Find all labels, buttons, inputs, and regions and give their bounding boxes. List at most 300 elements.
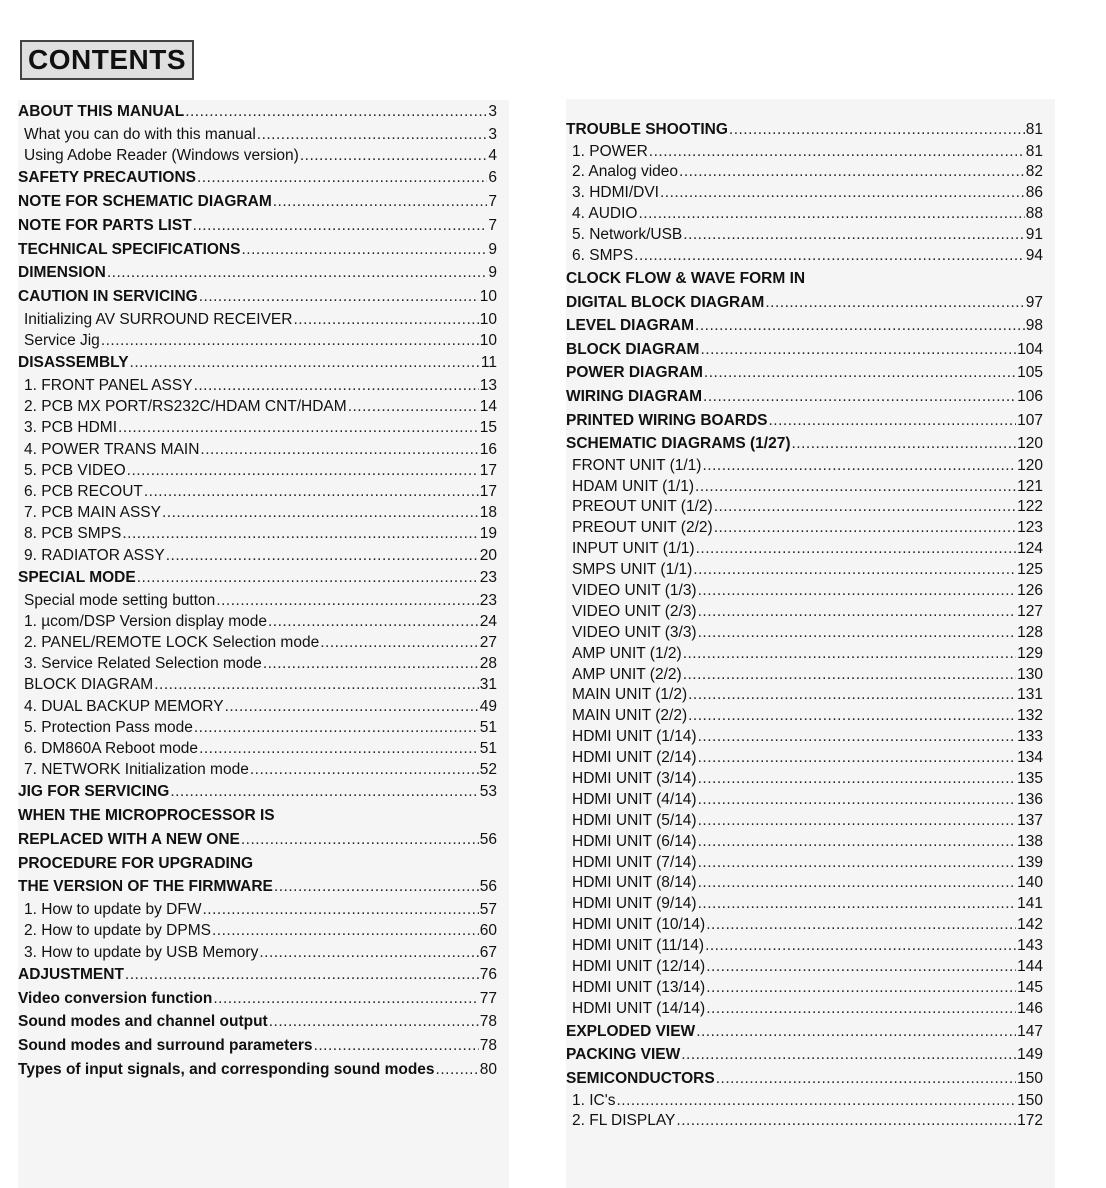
toc-entry-title: HDAM UNIT (1/1): [572, 477, 695, 495]
toc-entry-title: 4. AUDIO: [572, 205, 638, 223]
toc-leader-dots: [660, 183, 1025, 204]
toc-entry[interactable]: [18, 166, 497, 190]
toc-entry-title: HDMI UNIT (14/14): [572, 999, 706, 1017]
toc-page-number: 3: [488, 125, 497, 143]
toc-entry[interactable]: [18, 100, 497, 124]
toc-entry[interactable]: [566, 748, 1043, 769]
toc-leader-dots: [293, 309, 478, 330]
toc-entry[interactable]: [566, 874, 1043, 895]
toc-entry-title: Video conversion function: [18, 989, 213, 1007]
toc-leader-dots: [197, 166, 487, 190]
toc-page-number: 147: [1017, 1022, 1043, 1040]
toc-page-number: 20: [479, 546, 497, 564]
toc-leader-dots: [348, 396, 479, 417]
toc-page-number: 144: [1017, 958, 1043, 976]
toc-leader-dots: [199, 285, 479, 309]
toc-page-number: 97: [1025, 293, 1043, 311]
toc-entry-title: HDMI UNIT (10/14): [572, 916, 706, 934]
toc-entry-title: PRINTED WIRING BOARDS: [566, 411, 768, 429]
toc-page-number: 107: [1017, 411, 1043, 429]
toc-leader-dots: [698, 727, 1017, 748]
toc-page-number: 124: [1017, 540, 1043, 558]
toc-entry[interactable]: [18, 987, 497, 1011]
toc-entry-title: SMPS UNIT (1/1): [572, 561, 693, 579]
toc-leader-dots: [703, 385, 1016, 409]
toc-entry-title: WIRING DIAGRAM: [566, 387, 703, 405]
toc-entry-title: MAIN UNIT (2/2): [572, 707, 688, 725]
toc-entry-title: ADJUSTMENT: [18, 965, 124, 983]
toc-entry[interactable]: [18, 653, 497, 674]
toc-entry[interactable]: [18, 375, 497, 396]
toc-entry-title: JIG FOR SERVICING: [18, 783, 170, 801]
toc-entry[interactable]: [566, 246, 1043, 267]
toc-page-number: 10: [479, 310, 497, 328]
toc-leader-dots: [683, 665, 1016, 686]
toc-entry-title: NOTE FOR PARTS LIST: [18, 216, 192, 234]
toc-page-number: 77: [479, 989, 497, 1007]
toc-page-number: 53: [479, 783, 497, 801]
toc-page-number: 56: [479, 878, 497, 896]
toc-entry[interactable]: [18, 351, 497, 375]
toc-page-number: 9: [488, 240, 497, 258]
toc-leader-dots: [241, 238, 487, 262]
toc-page-number: 17: [479, 483, 497, 501]
toc-entry[interactable]: [18, 780, 497, 804]
toc-leader-dots: [679, 162, 1025, 183]
toc-page-number: 51: [479, 739, 497, 757]
toc-entry-title: Types of input signals, and corresponding sound modes: [18, 1061, 435, 1079]
toc-leader-dots: [698, 853, 1017, 874]
toc-page-number: 133: [1017, 728, 1043, 746]
toc-entry[interactable]: [18, 696, 497, 717]
toc-leader-dots: [688, 685, 1016, 706]
toc-entry-title: HDMI UNIT (13/14): [572, 978, 706, 996]
toc-entry-title: BLOCK DIAGRAM: [566, 340, 700, 358]
toc-page-number: 17: [479, 461, 497, 479]
toc-entry[interactable]: [18, 942, 497, 963]
toc-page-number: 78: [479, 1013, 497, 1031]
toc-entry-title: 3. PCB HDMI: [24, 419, 118, 437]
toc-page-number: 82: [1025, 163, 1043, 181]
toc-entry[interactable]: [566, 267, 1043, 291]
toc-entry-title: 4. DUAL BACKUP MEMORY: [24, 697, 224, 715]
toc-leader-dots: [213, 987, 478, 1011]
toc-entry[interactable]: [18, 963, 497, 987]
toc-entry[interactable]: [18, 285, 497, 309]
toc-entry-title: 9. RADIATOR ASSY: [24, 546, 165, 564]
toc-entry-title: VIDEO UNIT (3/3): [572, 623, 697, 641]
toc-page-number: 127: [1017, 602, 1043, 620]
toc-entry-title: DIMENSION: [18, 264, 106, 282]
toc-page-number: 27: [479, 633, 497, 651]
toc-entry[interactable]: [566, 539, 1043, 560]
toc-entry[interactable]: [18, 852, 497, 876]
toc-entry[interactable]: [18, 920, 497, 941]
toc-entry[interactable]: [566, 1020, 1043, 1044]
toc-entry-title: HDMI UNIT (7/14): [572, 853, 697, 871]
toc-leader-dots: [695, 314, 1025, 338]
toc-entry[interactable]: [566, 915, 1043, 936]
toc-leader-dots: [127, 460, 479, 481]
toc-entry-title: REPLACED WITH A NEW ONE: [18, 830, 240, 848]
toc-leader-dots: [696, 1020, 1016, 1044]
toc-entry[interactable]: [18, 261, 497, 285]
toc-page-number: 150: [1017, 1069, 1043, 1087]
toc-entry-title: DISASSEMBLY: [18, 354, 129, 372]
toc-leader-dots: [698, 811, 1017, 832]
toc-page-number: 139: [1017, 853, 1043, 871]
toc-leader-dots: [274, 875, 479, 899]
toc-entry[interactable]: [566, 314, 1043, 338]
toc-leader-dots: [716, 1067, 1016, 1091]
toc-leader-dots: [273, 190, 488, 214]
toc-page-number: 146: [1017, 999, 1043, 1017]
toc-entry[interactable]: [18, 460, 497, 481]
toc-entry[interactable]: [566, 999, 1043, 1020]
toc-leader-dots: [705, 936, 1016, 957]
toc-entry[interactable]: [18, 674, 497, 695]
toc-entry-title: Service Jig: [24, 332, 100, 350]
toc-entry[interactable]: [18, 439, 497, 460]
toc-leader-dots: [698, 769, 1017, 790]
toc-entry-title: PACKING VIEW: [566, 1046, 681, 1064]
toc-leader-dots: [693, 560, 1016, 581]
toc-entry-title: TECHNICAL SPECIFICATIONS: [18, 240, 241, 258]
toc-entry[interactable]: [18, 238, 497, 262]
toc-page-number: 123: [1017, 519, 1043, 537]
toc-leader-dots: [300, 145, 488, 166]
toc-entry-title: HDMI UNIT (6/14): [572, 832, 697, 850]
toc-leader-dots: [202, 899, 478, 920]
toc-page-number: 56: [479, 830, 497, 848]
toc-page-number: 126: [1017, 582, 1043, 600]
toc-leader-dots: [765, 291, 1024, 315]
toc-entry[interactable]: [566, 665, 1043, 686]
toc-entry-title: 3. Service Related Selection mode: [24, 655, 262, 673]
toc-page-number: 10: [479, 332, 497, 350]
toc-page-number: 125: [1017, 561, 1043, 579]
toc-entry[interactable]: [18, 875, 497, 899]
toc-page-number: 67: [479, 943, 497, 961]
toc-page-number: 28: [479, 655, 497, 673]
toc-entry-title: 2. Analog video: [572, 163, 679, 181]
toc-entry-title: HDMI UNIT (5/14): [572, 811, 697, 829]
toc-page-number: 172: [1017, 1112, 1043, 1130]
toc-leader-dots: [101, 330, 479, 351]
toc-leader-dots: [199, 738, 479, 759]
toc-leader-dots: [122, 523, 478, 544]
toc-leader-dots: [269, 1010, 479, 1034]
toc-leader-dots: [649, 142, 1025, 163]
toc-entry[interactable]: [18, 1058, 497, 1082]
toc-page-number: 15: [479, 419, 497, 437]
page-title: CONTENTS: [20, 40, 194, 80]
toc-page-number: 91: [1025, 226, 1043, 244]
toc-entry[interactable]: [566, 361, 1043, 385]
toc-entry[interactable]: [566, 456, 1043, 477]
toc-entry-title: Sound modes and surround parameters: [18, 1037, 313, 1055]
toc-entry[interactable]: [18, 738, 497, 759]
toc-entry[interactable]: [566, 894, 1043, 915]
toc-entry[interactable]: [566, 978, 1043, 999]
toc-page-number: 10: [479, 288, 497, 306]
toc-entry[interactable]: [566, 291, 1043, 315]
toc-entry-title: HDMI UNIT (2/14): [572, 749, 697, 767]
toc-page-number: 131: [1017, 686, 1043, 704]
toc-entry[interactable]: [566, 581, 1043, 602]
toc-page-number: 134: [1017, 749, 1043, 767]
toc-page-number: 7: [488, 192, 497, 210]
toc-entry[interactable]: [18, 190, 497, 214]
toc-entry[interactable]: [566, 1091, 1043, 1112]
toc-leader-dots: [154, 674, 479, 695]
toc-entry[interactable]: [18, 481, 497, 502]
toc-entry-title: SEMICONDUCTORS: [566, 1069, 715, 1087]
toc-leader-dots: [268, 611, 479, 632]
toc-leader-dots: [698, 832, 1017, 853]
toc-page-number: 105: [1017, 364, 1043, 382]
toc-entry-title: VIDEO UNIT (1/3): [572, 582, 697, 600]
toc-entry-title: 3. How to update by USB Memory: [24, 943, 259, 961]
toc-leader-dots: [314, 1034, 479, 1058]
toc-entry[interactable]: [566, 225, 1043, 246]
toc-leader-dots: [683, 225, 1024, 246]
toc-entry-title: 5. PCB VIDEO: [24, 461, 126, 479]
toc-entry-title: SPECIAL MODE: [18, 568, 136, 586]
toc-entry[interactable]: [566, 1067, 1043, 1091]
toc-entry-title: EXPLODED VIEW: [566, 1022, 696, 1040]
toc-leader-dots: [700, 338, 1016, 362]
toc-leader-dots: [698, 874, 1017, 895]
toc-entry-title: DIGITAL BLOCK DIAGRAM: [566, 293, 765, 311]
toc-entry[interactable]: [566, 432, 1043, 456]
toc-entry[interactable]: [18, 330, 497, 351]
toc-entry-title: 5. Protection Pass mode: [24, 718, 193, 736]
toc-page-number: 149: [1017, 1046, 1043, 1064]
toc-entry-title: HDMI UNIT (4/14): [572, 790, 697, 808]
toc-entry[interactable]: [566, 183, 1043, 204]
toc-page-number: 138: [1017, 832, 1043, 850]
toc-entry[interactable]: [566, 623, 1043, 644]
toc-entry[interactable]: [566, 204, 1043, 225]
toc-entry[interactable]: [566, 602, 1043, 623]
toc-leader-dots: [791, 432, 1016, 456]
toc-page-number: 78: [479, 1037, 497, 1055]
toc-leader-dots: [696, 539, 1017, 560]
toc-entry[interactable]: [18, 523, 497, 544]
toc-entry[interactable]: [18, 899, 497, 920]
toc-entry[interactable]: [566, 1111, 1043, 1132]
toc-entry-title: HDMI UNIT (11/14): [572, 937, 705, 955]
toc-entry[interactable]: [18, 1010, 497, 1034]
toc-page-number: 31: [479, 676, 497, 694]
toc-entry[interactable]: [566, 142, 1043, 163]
toc-page-number: 130: [1017, 665, 1043, 683]
toc-leader-dots: [225, 696, 479, 717]
toc-entry-title: 8. PCB SMPS: [24, 525, 122, 543]
toc-entry[interactable]: [566, 477, 1043, 498]
toc-leader-dots: [194, 717, 479, 738]
toc-entry[interactable]: [18, 717, 497, 738]
toc-entry-title: FRONT UNIT (1/1): [572, 456, 702, 474]
toc-entry[interactable]: [566, 518, 1043, 539]
toc-page-number: 120: [1017, 456, 1043, 474]
toc-entry-title: What you can do with this manual: [24, 125, 256, 143]
toc-entry-title: LEVEL DIAGRAM: [566, 317, 695, 335]
toc-entry[interactable]: [18, 611, 497, 632]
toc-leader-dots: [241, 828, 479, 852]
toc-entry[interactable]: [18, 1034, 497, 1058]
toc-entry[interactable]: [18, 590, 497, 611]
toc-entry-title: INPUT UNIT (1/1): [572, 540, 695, 558]
toc-entry[interactable]: [566, 385, 1043, 409]
toc-list-left: [18, 100, 497, 1082]
toc-page-number: 49: [479, 697, 497, 715]
toc-entry-title: 2. PCB MX PORT/RS232C/HDAM CNT/HDAM: [24, 398, 347, 416]
toc-entry[interactable]: [18, 545, 497, 566]
toc-page-number: 9: [488, 264, 497, 282]
toc-leader-dots: [681, 1043, 1016, 1067]
toc-entry-title: SCHEMATIC DIAGRAMS (1/27): [566, 435, 791, 453]
toc-entry[interactable]: [18, 124, 497, 145]
toc-entry-title: THE VERSION OF THE FIRMWARE: [18, 878, 273, 896]
toc-page-number: 24: [479, 612, 497, 630]
toc-page-number: 121: [1017, 477, 1043, 495]
toc-page-number: 106: [1017, 387, 1043, 405]
toc-leader-dots: [683, 644, 1016, 665]
toc-leader-dots: [185, 100, 487, 124]
toc-entry-title: 7. NETWORK Initialization mode: [24, 761, 249, 779]
toc-page-number: 129: [1017, 644, 1043, 662]
toc-entry-title: 6. PCB RECOUT: [24, 483, 143, 501]
toc-leader-dots: [144, 481, 479, 502]
toc-entry-title: 2. PANEL/REMOTE LOCK Selection mode: [24, 633, 320, 651]
toc-list-right: [566, 118, 1043, 1132]
toc-leader-dots: [259, 942, 478, 963]
toc-entry-title: HDMI UNIT (8/14): [572, 874, 697, 892]
toc-entry[interactable]: [566, 338, 1043, 362]
toc-entry[interactable]: [566, 769, 1043, 790]
toc-entry-title: BLOCK DIAGRAM: [24, 676, 154, 694]
toc-entry[interactable]: [566, 1043, 1043, 1067]
toc-page-number: 18: [479, 504, 497, 522]
toc-entry[interactable]: [566, 957, 1043, 978]
toc-entry[interactable]: [566, 706, 1043, 727]
toc-leader-dots: [130, 351, 480, 375]
toc-page-number: 122: [1017, 498, 1043, 516]
toc-leader-dots: [698, 790, 1017, 811]
toc-page-number: 81: [1025, 142, 1043, 160]
toc-leader-dots: [263, 653, 479, 674]
toc-leader-dots: [137, 566, 479, 590]
toc-entry[interactable]: [566, 790, 1043, 811]
toc-entry-title: HDMI UNIT (1/14): [572, 728, 697, 746]
toc-leader-dots: [170, 780, 478, 804]
toc-column-left: [18, 100, 509, 1188]
toc-entry-title: HDMI UNIT (9/14): [572, 895, 697, 913]
toc-entry[interactable]: [566, 811, 1043, 832]
toc-entry[interactable]: [18, 396, 497, 417]
toc-entry[interactable]: [18, 418, 497, 439]
toc-leader-dots: [688, 706, 1016, 727]
toc-page-number: 142: [1017, 916, 1043, 934]
toc-leader-dots: [194, 375, 479, 396]
toc-page-number: 94: [1025, 247, 1043, 265]
toc-entry-title: HDMI UNIT (12/14): [572, 958, 706, 976]
toc-entry-title: 3. HDMI/DVI: [572, 184, 659, 202]
toc-entry[interactable]: [566, 497, 1043, 518]
toc-leader-dots: [698, 623, 1017, 644]
toc-page-number: 141: [1017, 895, 1043, 913]
toc-entry-title: 1. How to update by DFW: [24, 901, 202, 919]
toc-leader-dots: [706, 978, 1016, 999]
toc-leader-dots: [125, 963, 479, 987]
toc-entry[interactable]: [18, 502, 497, 523]
toc-entry[interactable]: [566, 853, 1043, 874]
toc-entry-title: 4. POWER TRANS MAIN: [24, 440, 200, 458]
toc-leader-dots: [216, 590, 478, 611]
toc-entry[interactable]: [18, 309, 497, 330]
toc-entry-title: Special mode setting button: [24, 591, 216, 609]
toc-leader-dots: [702, 456, 1016, 477]
toc-entry[interactable]: [18, 804, 497, 828]
toc-entry[interactable]: [566, 560, 1043, 581]
toc-entry[interactable]: [566, 685, 1043, 706]
toc-entry-title: TROUBLE SHOOTING: [566, 121, 728, 138]
toc-entry[interactable]: [566, 162, 1043, 183]
toc-leader-dots: [714, 518, 1016, 539]
toc-leader-dots: [729, 118, 1025, 142]
toc-page-number: 143: [1017, 937, 1043, 955]
toc-entry-title: PROCEDURE FOR UPGRADING: [18, 854, 254, 872]
toc-leader-dots: [698, 748, 1017, 769]
toc-entry[interactable]: [18, 145, 497, 166]
toc-entry-title: VIDEO UNIT (2/3): [572, 602, 697, 620]
toc-entry[interactable]: [566, 727, 1043, 748]
toc-entry-title: CAUTION IN SERVICING: [18, 288, 198, 306]
toc-entry[interactable]: [566, 118, 1043, 142]
toc-entry-title: 7. PCB MAIN ASSY: [24, 504, 161, 522]
toc-page-number: 145: [1017, 978, 1043, 996]
toc-entry-title: POWER DIAGRAM: [566, 364, 703, 382]
toc-entry[interactable]: [18, 759, 497, 780]
toc-entry[interactable]: [18, 566, 497, 590]
toc-leader-dots: [107, 261, 488, 285]
toc-entry[interactable]: [566, 409, 1043, 433]
toc-entry-title: 6. DM860A Reboot mode: [24, 739, 199, 757]
toc-leader-dots: [212, 920, 479, 941]
toc-entry-title: AMP UNIT (1/2): [572, 644, 682, 662]
toc-leader-dots: [638, 204, 1024, 225]
toc-entry[interactable]: [566, 832, 1043, 853]
toc-page-number: 4: [488, 146, 497, 164]
toc-entry[interactable]: [18, 828, 497, 852]
toc-page-number: 135: [1017, 770, 1043, 788]
toc-page-number: 51: [479, 718, 497, 736]
toc-leader-dots: [166, 545, 479, 566]
toc-page-number: 14: [479, 398, 497, 416]
toc-page-number: 57: [479, 901, 497, 919]
toc-page-number: 80: [479, 1061, 497, 1079]
toc-leader-dots: [714, 497, 1016, 518]
toc-entry-title: AMP UNIT (2/2): [572, 665, 682, 683]
toc-entry[interactable]: [566, 644, 1043, 665]
toc-entry[interactable]: [18, 214, 497, 238]
toc-entry[interactable]: [566, 936, 1043, 957]
toc-page-number: 19: [479, 525, 497, 543]
toc-leader-dots: [162, 502, 479, 523]
toc-entry[interactable]: [18, 632, 497, 653]
